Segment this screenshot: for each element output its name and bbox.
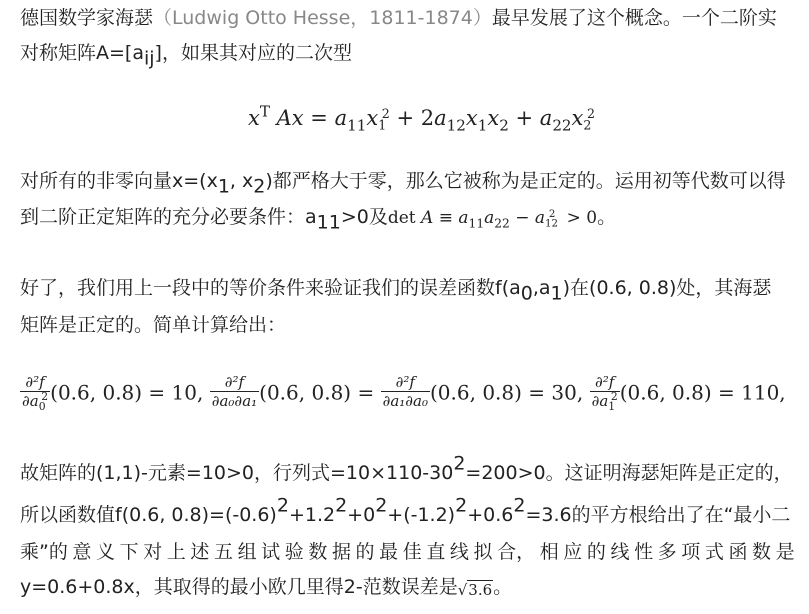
subscript: ij: [143, 47, 155, 70]
justified-word: 意: [72, 541, 92, 563]
justified-word: 相: [539, 541, 559, 563]
justified-word: 义: [96, 541, 116, 563]
justified-word: 数: [308, 541, 328, 563]
justified-word: 拟: [473, 541, 493, 563]
paragraph-4-line-2: 所以函数值f(0.6, 0.8)=(-0.6)2+1.22+02+(-1.2)2+0.62=3.6的平方根给出了在“最小二: [20, 494, 791, 526]
justified-word: 的: [586, 541, 606, 563]
justified-word: 直: [426, 541, 446, 563]
paragraph-3-line-2: 矩阵是正定的。简单计算给出：: [20, 314, 287, 336]
text: 最早发展了这个概念。一个二阶实: [491, 7, 777, 29]
justified-word: 验: [284, 541, 304, 563]
paragraph-4-line-3: [20, 540, 795, 564]
justified-word: 对: [143, 541, 163, 563]
paragraph-2-line-1: 对所有的非零向量x=(x1, x2)都严格大于零，那么它被称为是正定的。运用初等代数可以得: [20, 170, 786, 198]
justified-word: 乘”的: [20, 541, 68, 563]
justified-word: 最: [379, 541, 399, 563]
justified-word: 据: [331, 541, 351, 563]
partial-derivative-a1a0: $\frac{\text{∂²f}}{\text{∂a₁∂a₀}}$: [382, 373, 428, 410]
justified-word: 佳: [402, 541, 422, 563]
paragraph-3-line-1: 好了，我们用上一段中的等价条件来验证我们的误差函数f(a0,a1)在(0.6, 0.8)处，其海瑟: [20, 277, 772, 305]
paragraph-4-line-4: y=0.6+0.8x，其取得的最小欧几里得2-范数误差是√3.6。: [20, 575, 512, 602]
hessian-entries-equation: $\frac{\text{∂²f}}{\partial a_0^2}$ (0.6, 0.8) = 10, $\frac{\text{∂²f}}{\text{∂a₀∂a₁}}$ (0.6, 0.8) = $\frac{\text{∂²f}}{\text{∂a₁∂a₀}}$ (0.6, 0.8) = 30, $\frac{\text{∂²f}}{\partial a_1^2}$ (0.6, 0.8) = 110,: [22, 373, 786, 413]
quadratic-form-equation: $x^T$ $Ax = a_{11}x_1^2 + 2a_{12}x_1x_2 + a_{22}x_2^2$: [248, 102, 596, 135]
justified-word: 合，: [497, 541, 536, 563]
justified-word: 上: [166, 541, 186, 563]
justified-word: 下: [119, 541, 139, 563]
justified-word: 多: [657, 541, 677, 563]
paragraph-4-line-1: 故矩阵的(1,1)-元素=10>0，行列式=10×110-302=200>0。这证明海瑟矩阵是正定的，: [20, 452, 793, 484]
justified-word: 式: [704, 541, 724, 563]
partial-derivative-a1a1: $\frac{\text{∂²f}}{\partial a_1^2}$: [591, 373, 618, 413]
text: 德国数学家海瑟: [20, 7, 154, 29]
justified-word: 是: [775, 541, 795, 563]
justified-word: 述: [190, 541, 210, 563]
justified-word: 线: [449, 541, 469, 563]
determinant-condition: $\det A \equiv a_{11}a_{22} - a_{12}^2 > 0$: [387, 208, 598, 231]
justified-word: 的: [355, 541, 375, 563]
justified-word: 性: [634, 541, 654, 563]
justified-word: 试: [261, 541, 281, 563]
text: ]，如果其对应的二次型: [154, 42, 352, 64]
paragraph-1-line-1: [20, 6, 777, 30]
text: 对称矩阵A=[a: [20, 42, 144, 64]
justified-word: 数: [752, 541, 772, 563]
hesse-lifespan: （Ludwig Otto Hesse，1811-1874）: [153, 7, 492, 29]
sqrt-symbol: √3.6: [457, 581, 493, 599]
partial-derivative-a0a0: $\frac{\text{∂²f}}{\partial a_0^2}$: [22, 373, 49, 413]
justified-word: 函: [728, 541, 748, 563]
paragraph-1-line-2: [20, 41, 352, 70]
justified-word: 项: [681, 541, 701, 563]
paragraph-2-line-2: 到二阶正定矩阵的充分必要条件：a11>0及$\det A \equiv a_{11}a_{22} - a_{12}^2 > 0$。: [20, 206, 617, 234]
partial-derivative-a0a1: $\frac{\text{∂²f}}{\text{∂a₀∂a₁}}$: [211, 373, 258, 410]
justified-word: 五: [213, 541, 233, 563]
justified-word: 线: [610, 541, 630, 563]
justified-word: 应: [563, 541, 583, 563]
justified-word: 组: [237, 541, 257, 563]
